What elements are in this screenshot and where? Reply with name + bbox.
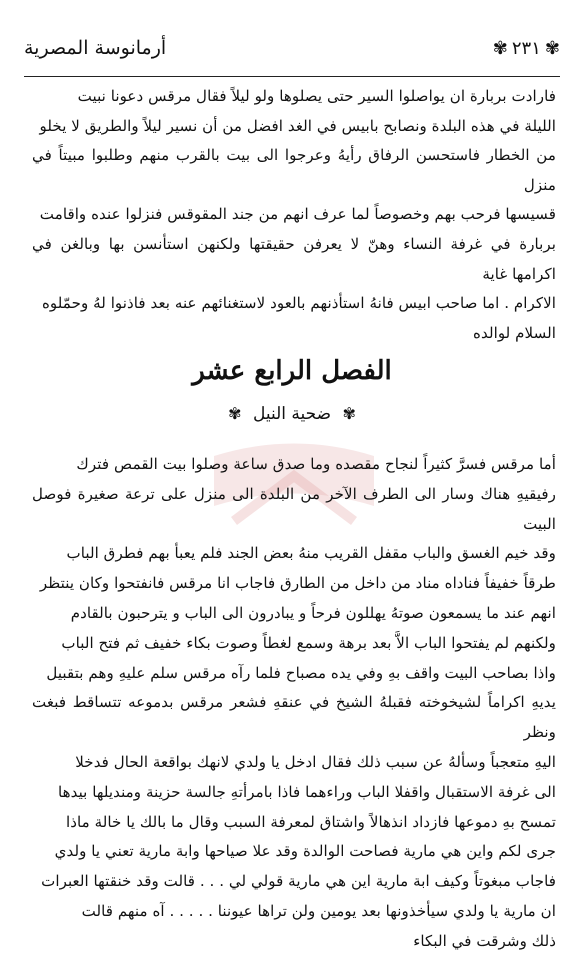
paragraph-1 xyxy=(32,82,556,348)
star-flourish-icon: ✾ xyxy=(544,37,560,59)
text-line: قسيسها فرحب بهم وخصوصاً لما عرف انهم من جند المقوقس فنزلوا عنده واقامت xyxy=(39,205,556,224)
text-line: فاجاب مبغوتاً وكيف ابة مارية اين هي مارية قولي لي . . . قالت وقد خنقتها العبرات xyxy=(41,872,556,891)
header-rule xyxy=(24,76,560,77)
page-number: ٢٣١ xyxy=(511,37,541,59)
text-line: الليلة في هذه البلدة ونصابح بابيس في الغد افضل من أن نسير ليلاً والطريق لا يخلو xyxy=(39,116,556,135)
page-header xyxy=(24,28,560,68)
text-line: فارادت بربارة ان يواصلوا السير حتى يصلوها ولو ليلاً فقال مرقس دعونا نبيت xyxy=(77,87,556,105)
text-line: من الخطار فاستحسن الرفاق رأيهُ وعرجوا الى بيت بالقرب منهم وطلبوا مبيتاً في منزل xyxy=(32,146,556,194)
text-line: اليهِ متعجباً وسألهُ عن سبب ذلك فقال ادخل يا ولدي لانهك بواقعة الحال فدخلا xyxy=(75,752,556,771)
star-flourish-icon: ✾ xyxy=(492,37,508,59)
star-flourish-icon: ✾ xyxy=(342,404,356,423)
text-line: واذا بصاحب البيت واقف بهِ وفي يده مصباح فلما رآه مرقس سلم عليهِ وهم بتقبيل xyxy=(46,663,556,682)
page-number-box xyxy=(493,38,560,59)
paragraph-2 xyxy=(32,450,556,957)
star-flourish-icon: ✾ xyxy=(228,404,242,423)
text-line: طرقاً خفيفاً فناداه مناد من داخل من الطارق فاجاب انا مرقس فانفتحوا وكان ينتظر xyxy=(39,574,556,593)
text-line: جرى لكم واين هي مارية فصاحت الوالدة وقد علا صياحها وابة مارية تعني يا ولدي xyxy=(54,842,556,861)
text-line: انهم عند ما يسمعون صوتهُ يهللون فرحاً و يبادرون الى الباب و يترحبون بالقادم xyxy=(70,603,556,622)
text-line: يديهِ اكراماً لشيخوخته فقبلهُ الشيخ في عنقهِ فشعر مرقس بدموعه تتساقط فبغت ونظر xyxy=(32,693,556,742)
text-line: وقد خيم الغسق والباب مقفل القريب منهُ بعض الجند فلم يعبأ بهم فطرق الباب xyxy=(66,544,556,563)
text-line: الى غرفة الاستقبال واقفلا الباب وراءهما فاذا بامرأتهِ جالسة حزينة ومنديلها بيدها xyxy=(57,782,556,801)
text-line: رفيقيهِ هناك وسار الى الطرف الآخر من البلدة الى منزل على ترعة صغيرة فوصل البيت xyxy=(32,484,556,533)
text-line: الاكرام . اما صاحب ابيس فانهُ استأذنهم بالعود لاستغنائهم عنه بعد فاذنوا لهُ وحمّلوه xyxy=(41,294,556,313)
chapter-title: الفصل الرابع عشر xyxy=(192,356,392,386)
text-line: السلام لوالده xyxy=(473,323,556,342)
book-page xyxy=(24,18,560,950)
text-line: ان مارية يا ولدي سيأخذونها بعد يومين ولن تراها عيوننا . . . . . آه منهم قالت xyxy=(81,901,556,920)
chapter-subtitle-box xyxy=(24,404,560,424)
text-line: ولكنهم لم يفتحوا الباب الاَّ بعد برهة وسمع لغطاً وصوت بكاء خفيف ثم فتح الباب xyxy=(61,633,556,652)
text-line: تمسح بهِ دموعها فازداد انذهالاً واشتاق لمعرفة السبب وقال ما بالك يا خالة ماذا xyxy=(66,812,556,831)
chapter-subtitle: ضحية النيل xyxy=(252,404,332,424)
text-line: ذلك وشرقت في البكاء xyxy=(413,931,556,950)
running-title: أرمانوسة المصرية xyxy=(24,37,167,59)
text-line: أما مرقس فسرَّ كثيراً لنجاح مقصده وما صدق ساعة وصلوا بيت القمص فترك xyxy=(76,455,556,473)
text-line: بربارة في غرفة النساء وهنّ لا يعرفن حقيقتها ولكنهن استأنسن بها وبالغن في اكرامها غاية xyxy=(32,234,556,283)
